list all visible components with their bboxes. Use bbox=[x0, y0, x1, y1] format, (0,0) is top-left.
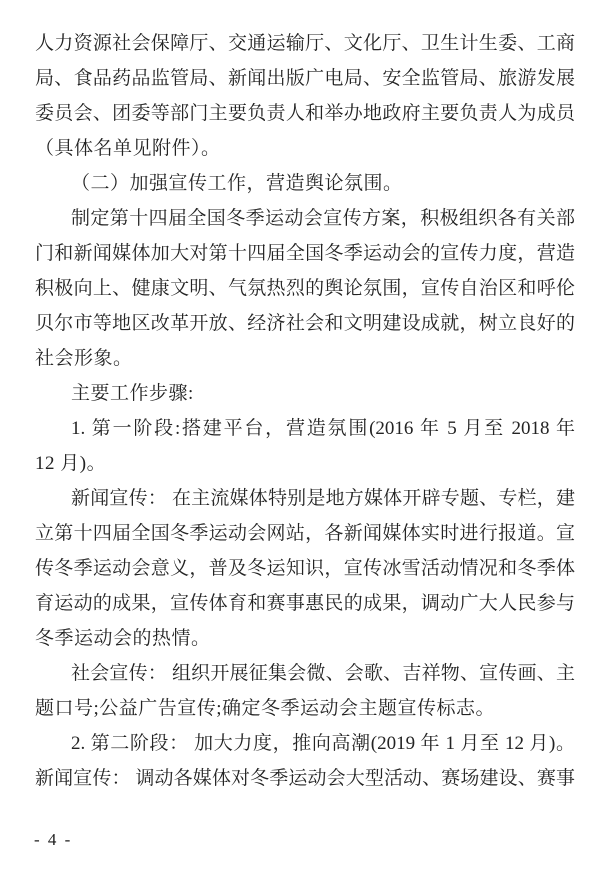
text-line: 题口号;公益广告宣传;确定冬季运动会主题宣传标志。 bbox=[35, 698, 496, 719]
text-line: 立第十四届全国冬季运动会网站，各新闻媒体实时进行报道。宣 bbox=[35, 523, 575, 544]
text-line: 门和新闻媒体加大对第十四届全国冬季运动会的宣传力度，营造 bbox=[35, 243, 575, 264]
text-line: 传冬季运动会意义，普及冬运知识，宣传冰雪活动情况和冬季体 bbox=[35, 558, 575, 579]
text-line: 贝尔市等地区改革开放、经济社会和文明建设成就，树立良好的 bbox=[35, 313, 575, 334]
text-line: 1. 第一阶段:搭建平台，营造氛围(2016 年 5 月至 2018 年 bbox=[71, 418, 575, 439]
text-line: 局、食品药品监管局、新闻出版广电局、安全监管局、旅游发展 bbox=[35, 68, 575, 89]
text-line: 12 月)。 bbox=[35, 453, 107, 474]
text-line: 社会宣传： 组织开展征集会微、会歌、吉祥物、宣传画、主 bbox=[71, 663, 575, 684]
text-line: 冬季运动会的热情。 bbox=[35, 628, 211, 649]
text-line: （二）加强宣传工作，营造舆论氛围。 bbox=[71, 173, 403, 194]
text-line: 新闻宣传： 调动各媒体对冬季运动会大型活动、赛场建设、赛事 bbox=[35, 768, 575, 789]
text-line: （具体名单见附件）。 bbox=[35, 138, 221, 159]
text-line: 积极向上、健康文明、气氛热烈的舆论氛围，宣传自治区和呼伦 bbox=[35, 278, 575, 299]
text-line: 2. 第二阶段： 加大力度，推向高潮(2019 年 1 月至 12 月)。 bbox=[71, 733, 575, 754]
text-line: 育运动的成果，宣传体育和赛事惠民的成果，调动广大人民参与 bbox=[35, 593, 575, 614]
text-line: 社会形象。 bbox=[35, 348, 133, 369]
text-line: 主要工作步骤: bbox=[71, 383, 194, 404]
text-line: 人力资源社会保障厅、交通运输厅、文化厅、卫生计生委、工商 bbox=[35, 33, 575, 54]
text-line: 新闻宣传： 在主流媒体特别是地方媒体开辟专题、专栏，建 bbox=[71, 488, 575, 509]
document-body bbox=[35, 26, 575, 796]
text-line: 制定第十四届全国冬季运动会宣传方案，积极组织各有关部 bbox=[71, 208, 575, 229]
text-line: 委员会、团委等部门主要负责人和举办地政府主要负责人为成员 bbox=[35, 103, 575, 124]
page-number: - 4 - bbox=[34, 830, 73, 849]
